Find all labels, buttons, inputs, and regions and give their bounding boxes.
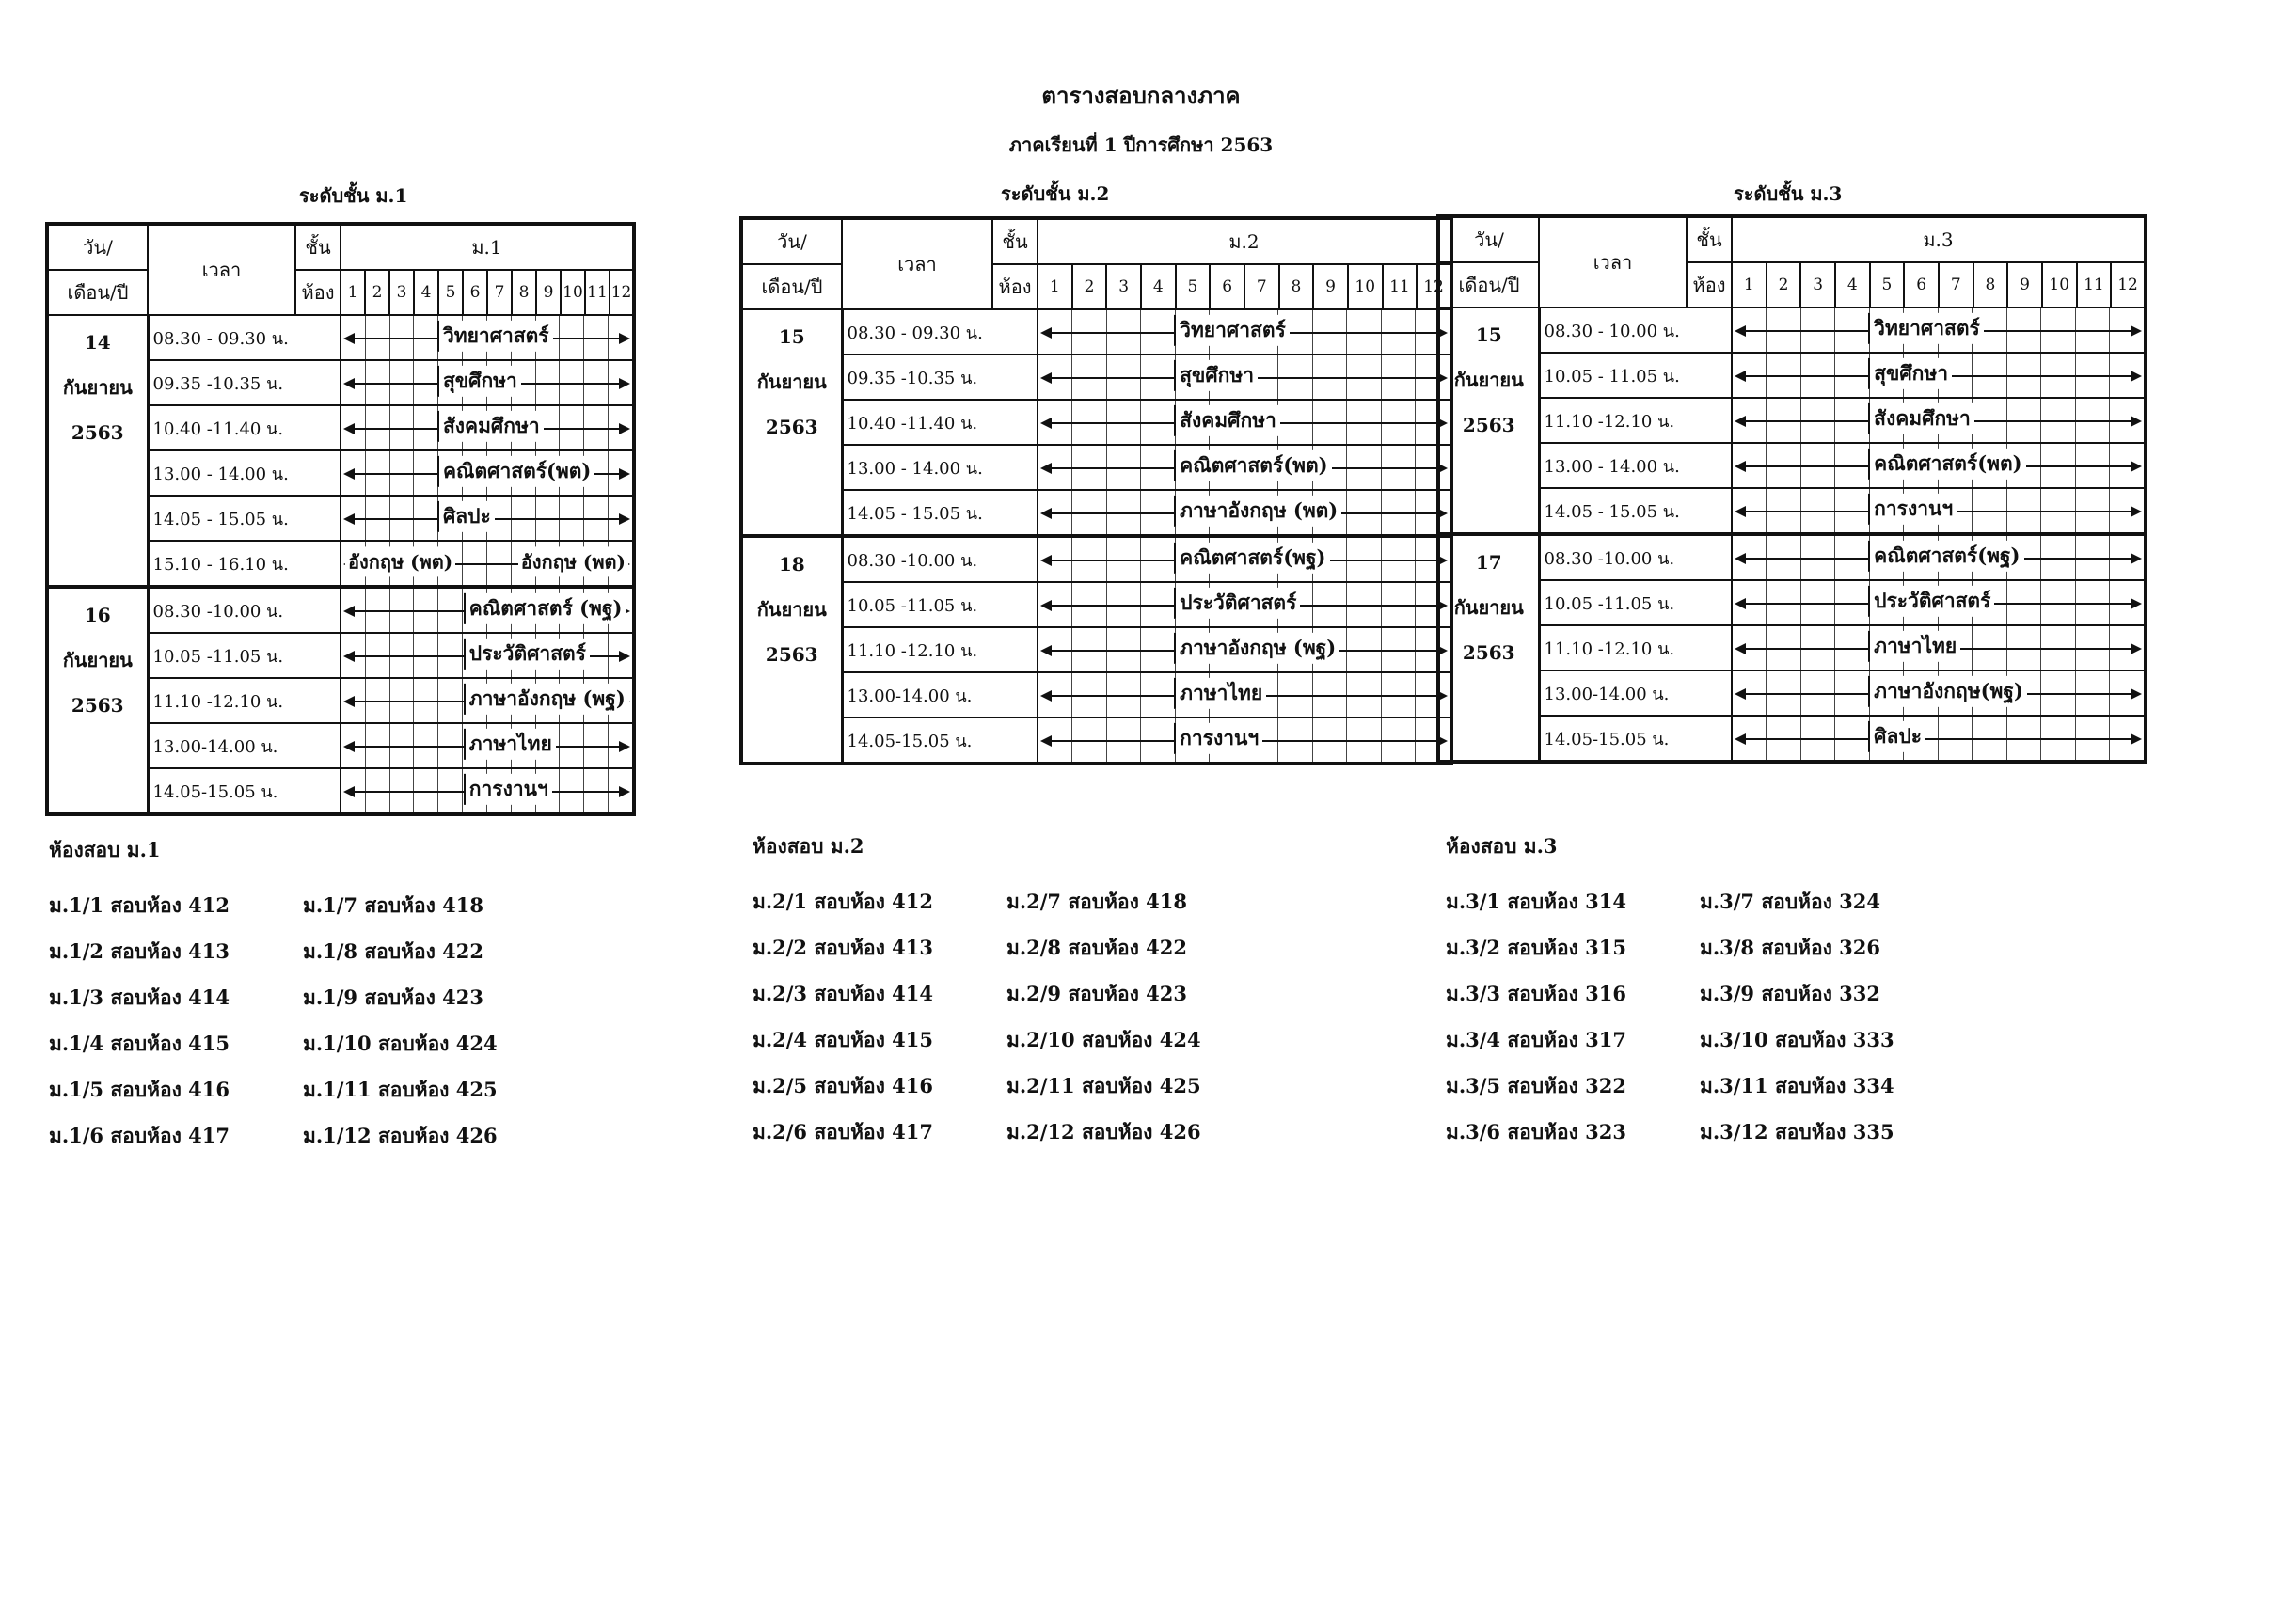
room-assignment: ม.3/10 สอบห้อง 333 xyxy=(1700,1028,1894,1051)
room-assignment: ม.3/11 สอบห้อง 334 xyxy=(1700,1074,1894,1097)
header-room-number: 8 xyxy=(1279,264,1314,309)
header-room-number: 9 xyxy=(1313,264,1348,309)
list-item xyxy=(1446,879,1894,925)
date-month: กันยายน xyxy=(756,371,827,393)
exam-time: 11.10 -12.10 น. xyxy=(148,678,341,723)
exam-subject: การงานฯ xyxy=(464,774,552,805)
room-assignment: ม.2/7 สอบห้อง 418 xyxy=(1006,890,1187,913)
date-year: 2563 xyxy=(71,694,124,717)
header-room-number: 10 xyxy=(561,270,585,315)
exam-subject-span xyxy=(1732,488,2146,534)
room-assignment: ม.1/10 สอบห้อง 424 xyxy=(303,1032,498,1055)
header-room-number: 10 xyxy=(1348,264,1383,309)
exam-subject-left: อังกฤษ (พต) xyxy=(345,546,455,576)
room-list-1 xyxy=(49,835,498,1159)
room-assignment: ม.3/5 สอบห้อง 322 xyxy=(1446,1074,1626,1097)
table-row xyxy=(1438,353,2146,398)
header-room-number: 2 xyxy=(1767,262,1801,307)
exam-subject-span xyxy=(341,678,634,723)
list-item xyxy=(1446,1017,1894,1064)
exam-subject: คณิตศาสตร์(พต) xyxy=(1868,449,2025,480)
date-year: 2563 xyxy=(765,416,818,438)
room-assignment: ม.1/11 สอบห้อง 425 xyxy=(303,1078,498,1101)
header-room-number: 1 xyxy=(1732,262,1767,307)
table-row xyxy=(47,315,634,360)
exam-time: 11.10 -12.10 น. xyxy=(1539,625,1732,670)
table-row xyxy=(1438,716,2146,762)
header-room-number: 11 xyxy=(1383,264,1418,309)
exam-subject-span xyxy=(341,315,634,360)
header-grade: ม.1 xyxy=(341,224,634,270)
header-room-number: 12 xyxy=(610,270,634,315)
table-row xyxy=(741,627,1451,672)
exam-subject: สังคมศึกษา xyxy=(437,411,544,442)
exam-subject: คณิตศาสตร์(พต) xyxy=(1174,450,1331,481)
exam-subject: ภาษาไทย xyxy=(1174,678,1266,709)
table-row xyxy=(741,445,1451,490)
date-month: กันยายน xyxy=(62,376,133,399)
exam-time: 13.00-14.00 น. xyxy=(148,723,341,768)
header-room-number: 11 xyxy=(2077,262,2112,307)
list-item xyxy=(1446,971,1894,1017)
exam-subject-span xyxy=(1732,307,2146,353)
room-list-title: ห้องสอบ ม.3 xyxy=(1446,834,1558,858)
exam-subject-span xyxy=(1038,309,1451,355)
list-item xyxy=(753,1017,1201,1064)
date-day: 17 xyxy=(1475,551,1502,574)
date-day: 16 xyxy=(84,604,111,626)
exam-subject-span xyxy=(1038,582,1451,627)
room-assignment: ม.3/6 สอบห้อง 323 xyxy=(1446,1120,1626,1143)
schedule-table-2 xyxy=(739,216,1453,765)
header-room-number: 12 xyxy=(1417,264,1451,309)
exam-time: 08.30 - 09.30 น. xyxy=(842,309,1038,355)
exam-subject: คณิตศาสตร์(พต) xyxy=(437,456,594,487)
schedule-table-1 xyxy=(45,222,636,816)
list-item xyxy=(753,925,1201,971)
date-day: 15 xyxy=(1475,323,1502,346)
list-item xyxy=(49,1113,498,1159)
exam-subject-span xyxy=(1732,534,2146,580)
exam-subject: สังคมศึกษา xyxy=(1868,403,1974,434)
exam-subject-span xyxy=(1038,717,1451,764)
exam-subject-span xyxy=(1038,627,1451,672)
header-month-year: เดือน/ปี xyxy=(47,270,148,315)
table-row xyxy=(741,400,1451,445)
room-assignment: ม.1/7 สอบห้อง 418 xyxy=(303,893,483,917)
header-room-number: 12 xyxy=(2111,262,2146,307)
list-item xyxy=(49,929,498,975)
exam-subject: วิทยาศาสตร์ xyxy=(1174,315,1290,346)
exam-time: 11.10 -12.10 น. xyxy=(1539,398,1732,443)
exam-subject: วิทยาศาสตร์ xyxy=(1868,313,1984,344)
header-room-number: 10 xyxy=(2042,262,2077,307)
room-assignment: ม.2/11 สอบห้อง 425 xyxy=(1006,1074,1201,1097)
exam-subject-span xyxy=(1732,580,2146,625)
exam-subject-span xyxy=(1732,353,2146,398)
exam-subject-span xyxy=(1038,490,1451,536)
exam-subject-span xyxy=(341,633,634,678)
exam-time: 09.35 -10.35 น. xyxy=(842,355,1038,400)
header-grade-label: ชั้น xyxy=(295,224,341,270)
exam-subject: สุขศึกษา xyxy=(1868,358,1952,389)
header-room-number: 3 xyxy=(1106,264,1141,309)
room-assignment: ม.2/4 สอบห้อง 415 xyxy=(753,1028,933,1051)
exam-time: 08.30 -10.00 น. xyxy=(148,587,341,633)
exam-subject: ภาษาอังกฤษ (พต) xyxy=(1174,496,1341,527)
exam-subject-span xyxy=(341,587,634,633)
header-room-number: 8 xyxy=(1973,262,2008,307)
room-assignment: ม.2/3 สอบห้อง 414 xyxy=(753,982,933,1005)
room-assignment: ม.3/8 สอบห้อง 326 xyxy=(1700,936,1880,959)
list-item xyxy=(49,883,498,929)
exam-time: 15.10 - 16.10 น. xyxy=(148,541,341,587)
list-item xyxy=(1446,1064,1894,1110)
header-room-number: 5 xyxy=(1870,262,1905,307)
exam-subject: คณิตศาสตร์ (พฐ) xyxy=(464,593,626,624)
header-room-number: 7 xyxy=(487,270,512,315)
room-assignment: ม.3/9 สอบห้อง 332 xyxy=(1700,982,1880,1005)
table-row xyxy=(741,355,1451,400)
span-arrow xyxy=(1736,738,2140,740)
exam-subject: ประวัติศาสตร์ xyxy=(1174,588,1300,619)
exam-subject: คณิตศาสตร์(พฐ) xyxy=(1174,543,1329,574)
exam-subject-span xyxy=(341,405,634,450)
exam-subject-span xyxy=(1732,625,2146,670)
exam-time: 14.05-15.05 น. xyxy=(148,768,341,814)
table-row xyxy=(47,587,634,633)
exam-subject: ประวัติศาสตร์ xyxy=(464,639,590,670)
schedule-table-3 xyxy=(1436,214,2147,764)
header-room-number: 3 xyxy=(389,270,414,315)
room-list-2 xyxy=(753,831,1201,1156)
date-year: 2563 xyxy=(1462,414,1515,436)
header-grade: ม.3 xyxy=(1732,216,2146,262)
header-day: วัน/ xyxy=(47,224,148,270)
exam-time: 08.30 - 09.30 น. xyxy=(148,315,341,360)
exam-time: 08.30 -10.00 น. xyxy=(1539,534,1732,580)
exam-date xyxy=(1438,307,1539,534)
exam-time: 14.05 - 15.05 น. xyxy=(842,490,1038,536)
header-room-number: 3 xyxy=(1800,262,1835,307)
header-room-number: 2 xyxy=(1072,264,1107,309)
level-title-m2: ระดับชั้น ม.2 xyxy=(1001,182,1110,205)
exam-subject: สุขศึกษา xyxy=(1174,360,1258,391)
header-room-number: 6 xyxy=(1904,262,1939,307)
exam-date xyxy=(1438,534,1539,762)
exam-time: 13.00-14.00 น. xyxy=(842,672,1038,717)
exam-subject: ภาษาไทย xyxy=(464,729,556,760)
exam-subject-span xyxy=(341,541,634,587)
exam-subject: ประวัติศาสตร์ xyxy=(1868,586,1994,617)
exam-time: 10.05 -11.05 น. xyxy=(842,582,1038,627)
header-room-number: 9 xyxy=(536,270,561,315)
header-time: เวลา xyxy=(148,224,295,315)
table-row xyxy=(741,309,1451,355)
header-grade-label: ชั้น xyxy=(992,218,1038,264)
header-room-number: 4 xyxy=(414,270,438,315)
exam-time: 14.05-15.05 น. xyxy=(1539,716,1732,762)
exam-subject-span xyxy=(341,723,634,768)
room-assignment: ม.2/5 สอบห้อง 416 xyxy=(753,1074,933,1097)
header-time: เวลา xyxy=(1539,216,1687,307)
header-time: เวลา xyxy=(842,218,992,309)
room-assignment: ม.2/6 สอบห้อง 417 xyxy=(753,1120,933,1143)
level-title-m3: ระดับชั้น ม.3 xyxy=(1734,182,1843,205)
exam-subject: ภาษาอังกฤษ(พฐ) xyxy=(1868,676,2027,707)
header-room-number: 7 xyxy=(1244,264,1279,309)
header-room-number: 9 xyxy=(2007,262,2042,307)
list-item xyxy=(49,975,498,1021)
exam-date xyxy=(741,536,842,764)
exam-time: 13.00-14.00 น. xyxy=(1539,670,1732,716)
table-row xyxy=(1438,307,2146,353)
header-room: ห้อง xyxy=(295,270,341,315)
room-assignment: ม.2/9 สอบห้อง 423 xyxy=(1006,982,1187,1005)
room-assignment: ม.2/8 สอบห้อง 422 xyxy=(1006,936,1187,959)
table-row xyxy=(1438,625,2146,670)
header-room: ห้อง xyxy=(992,264,1038,309)
room-assignment: ม.1/12 สอบห้อง 426 xyxy=(303,1124,498,1147)
room-assignment: ม.1/1 สอบห้อง 412 xyxy=(49,893,230,917)
exam-date xyxy=(741,309,842,536)
exam-subject-span xyxy=(1732,670,2146,716)
exam-subject-span xyxy=(1038,355,1451,400)
date-year: 2563 xyxy=(71,421,124,444)
exam-subject: ศิลปะ xyxy=(437,501,495,532)
header-room-number: 4 xyxy=(1141,264,1176,309)
table-row xyxy=(1438,670,2146,716)
exam-subject: วิทยาศาสตร์ xyxy=(437,321,553,352)
header-room-number: 4 xyxy=(1835,262,1870,307)
exam-subject: สุขศึกษา xyxy=(437,366,521,397)
room-assignment: ม.1/6 สอบห้อง 417 xyxy=(49,1124,230,1147)
exam-subject-span xyxy=(1732,398,2146,443)
date-year: 2563 xyxy=(765,643,818,666)
header-day: วัน/ xyxy=(1438,216,1539,262)
exam-time: 13.00 - 14.00 น. xyxy=(842,445,1038,490)
list-item xyxy=(49,1021,498,1067)
exam-date xyxy=(47,587,148,814)
header-grade-label: ชั้น xyxy=(1687,216,1732,262)
table-row xyxy=(741,717,1451,764)
list-item xyxy=(753,1064,1201,1110)
header-room: ห้อง xyxy=(1687,262,1732,307)
table-row xyxy=(1438,580,2146,625)
date-month: กันยายน xyxy=(1453,369,1524,391)
room-assignment: ม.2/1 สอบห้อง 412 xyxy=(753,890,933,913)
exam-date xyxy=(47,315,148,587)
date-day: 18 xyxy=(778,553,805,575)
exam-time: 10.05 -11.05 น. xyxy=(1539,580,1732,625)
room-assignment: ม.2/2 สอบห้อง 413 xyxy=(753,936,933,959)
date-day: 14 xyxy=(84,331,111,354)
exam-subject-span xyxy=(341,450,634,496)
exam-time: 10.05 -11.05 น. xyxy=(148,633,341,678)
exam-subject: ภาษาอังกฤษ (พฐ) xyxy=(1174,633,1339,664)
exam-time: 14.05 - 15.05 น. xyxy=(1539,488,1732,534)
exam-time: 10.05 - 11.05 น. xyxy=(1539,353,1732,398)
room-assignment: ม.2/12 สอบห้อง 426 xyxy=(1006,1120,1201,1143)
header-month-year: เดือน/ปี xyxy=(1438,262,1539,307)
room-assignment: ม.1/2 สอบห้อง 413 xyxy=(49,939,230,963)
header-room-number: 11 xyxy=(585,270,610,315)
room-assignment: ม.1/8 สอบห้อง 422 xyxy=(303,939,483,963)
table-row xyxy=(741,536,1451,582)
page-subtitle: ภาคเรียนที่ 1 ปีการศึกษา 2563 xyxy=(1008,134,1274,156)
exam-time: 14.05 - 15.05 น. xyxy=(148,496,341,541)
room-assignment: ม.3/4 สอบห้อง 317 xyxy=(1446,1028,1626,1051)
exam-subject-span xyxy=(341,496,634,541)
exam-time: 11.10 -12.10 น. xyxy=(842,627,1038,672)
header-room-number: 8 xyxy=(512,270,536,315)
date-month: กันยายน xyxy=(1453,596,1524,619)
exam-subject-span xyxy=(1732,716,2146,762)
header-month-year: เดือน/ปี xyxy=(741,264,842,309)
header-room-number: 6 xyxy=(463,270,487,315)
room-assignment: ม.3/7 สอบห้อง 324 xyxy=(1700,890,1880,913)
exam-subject-span xyxy=(1038,672,1451,717)
exam-time: 08.30 -10.00 น. xyxy=(842,536,1038,582)
list-item xyxy=(49,1067,498,1113)
header-room-number: 7 xyxy=(1939,262,1973,307)
list-item xyxy=(753,879,1201,925)
exam-subject-span xyxy=(1732,443,2146,488)
list-item xyxy=(753,971,1201,1017)
list-item xyxy=(753,1110,1201,1156)
header-room-number: 1 xyxy=(1038,264,1072,309)
table-row xyxy=(1438,398,2146,443)
date-month: กันยายน xyxy=(62,649,133,671)
room-assignment: ม.3/2 สอบห้อง 315 xyxy=(1446,936,1626,959)
exam-time: 09.35 -10.35 น. xyxy=(148,360,341,405)
header-room-number: 5 xyxy=(438,270,463,315)
header-room-number: 6 xyxy=(1210,264,1244,309)
header-room-number: 5 xyxy=(1176,264,1211,309)
room-assignment: ม.1/5 สอบห้อง 416 xyxy=(49,1078,230,1101)
room-list-title: ห้องสอบ ม.1 xyxy=(49,838,161,861)
header-day: วัน/ xyxy=(741,218,842,264)
page-title: ตารางสอบกลางภาค xyxy=(1041,82,1241,109)
exam-subject: การงานฯ xyxy=(1868,494,1957,525)
room-assignment: ม.1/9 สอบห้อง 423 xyxy=(303,985,483,1009)
header-grade: ม.2 xyxy=(1038,218,1451,264)
exam-subject-span xyxy=(1038,400,1451,445)
exam-subject: ศิลปะ xyxy=(1868,721,1925,752)
table-row xyxy=(1438,534,2146,580)
exam-time: 10.40 -11.40 น. xyxy=(842,400,1038,445)
exam-time: 14.05-15.05 น. xyxy=(842,717,1038,764)
exam-subject: การงานฯ xyxy=(1174,723,1262,754)
exam-subject: สังคมศึกษา xyxy=(1174,405,1280,436)
room-assignment: ม.2/10 สอบห้อง 424 xyxy=(1006,1028,1201,1051)
exam-time: 08.30 - 10.00 น. xyxy=(1539,307,1732,353)
list-item xyxy=(1446,925,1894,971)
table-row xyxy=(1438,488,2146,534)
room-assignment: ม.1/4 สอบห้อง 415 xyxy=(49,1032,230,1055)
header-room-number: 1 xyxy=(341,270,365,315)
exam-subject-span xyxy=(1038,536,1451,582)
room-assignment: ม.3/3 สอบห้อง 316 xyxy=(1446,982,1626,1005)
header-room-number: 2 xyxy=(365,270,389,315)
table-row xyxy=(741,490,1451,536)
table-row xyxy=(741,672,1451,717)
exam-subject-span xyxy=(1038,445,1451,490)
date-day: 15 xyxy=(778,325,805,348)
room-assignment: ม.1/3 สอบห้อง 414 xyxy=(49,985,230,1009)
room-assignment: ม.3/12 สอบห้อง 335 xyxy=(1700,1120,1894,1143)
list-item xyxy=(1446,1110,1894,1156)
room-assignment: ม.3/1 สอบห้อง 314 xyxy=(1446,890,1626,913)
exam-time: 10.40 -11.40 น. xyxy=(148,405,341,450)
level-title-m1: ระดับชั้น ม.1 xyxy=(299,184,408,207)
table-row xyxy=(741,582,1451,627)
room-list-3 xyxy=(1446,831,1894,1156)
exam-subject: คณิตศาสตร์(พฐ) xyxy=(1868,541,2023,572)
date-year: 2563 xyxy=(1462,641,1515,664)
exam-subject: ภาษาไทย xyxy=(1868,631,1960,662)
exam-time: 13.00 - 14.00 น. xyxy=(1539,443,1732,488)
exam-subject-right: อังกฤษ (พต) xyxy=(518,546,628,576)
table-row xyxy=(1438,443,2146,488)
exam-subject: ภาษาอังกฤษ (พฐ) xyxy=(464,684,629,715)
exam-subject-span xyxy=(341,768,634,814)
date-month: กันยายน xyxy=(756,598,827,621)
exam-time: 13.00 - 14.00 น. xyxy=(148,450,341,496)
exam-subject-span xyxy=(341,360,634,405)
room-list-title: ห้องสอบ ม.2 xyxy=(753,834,864,858)
